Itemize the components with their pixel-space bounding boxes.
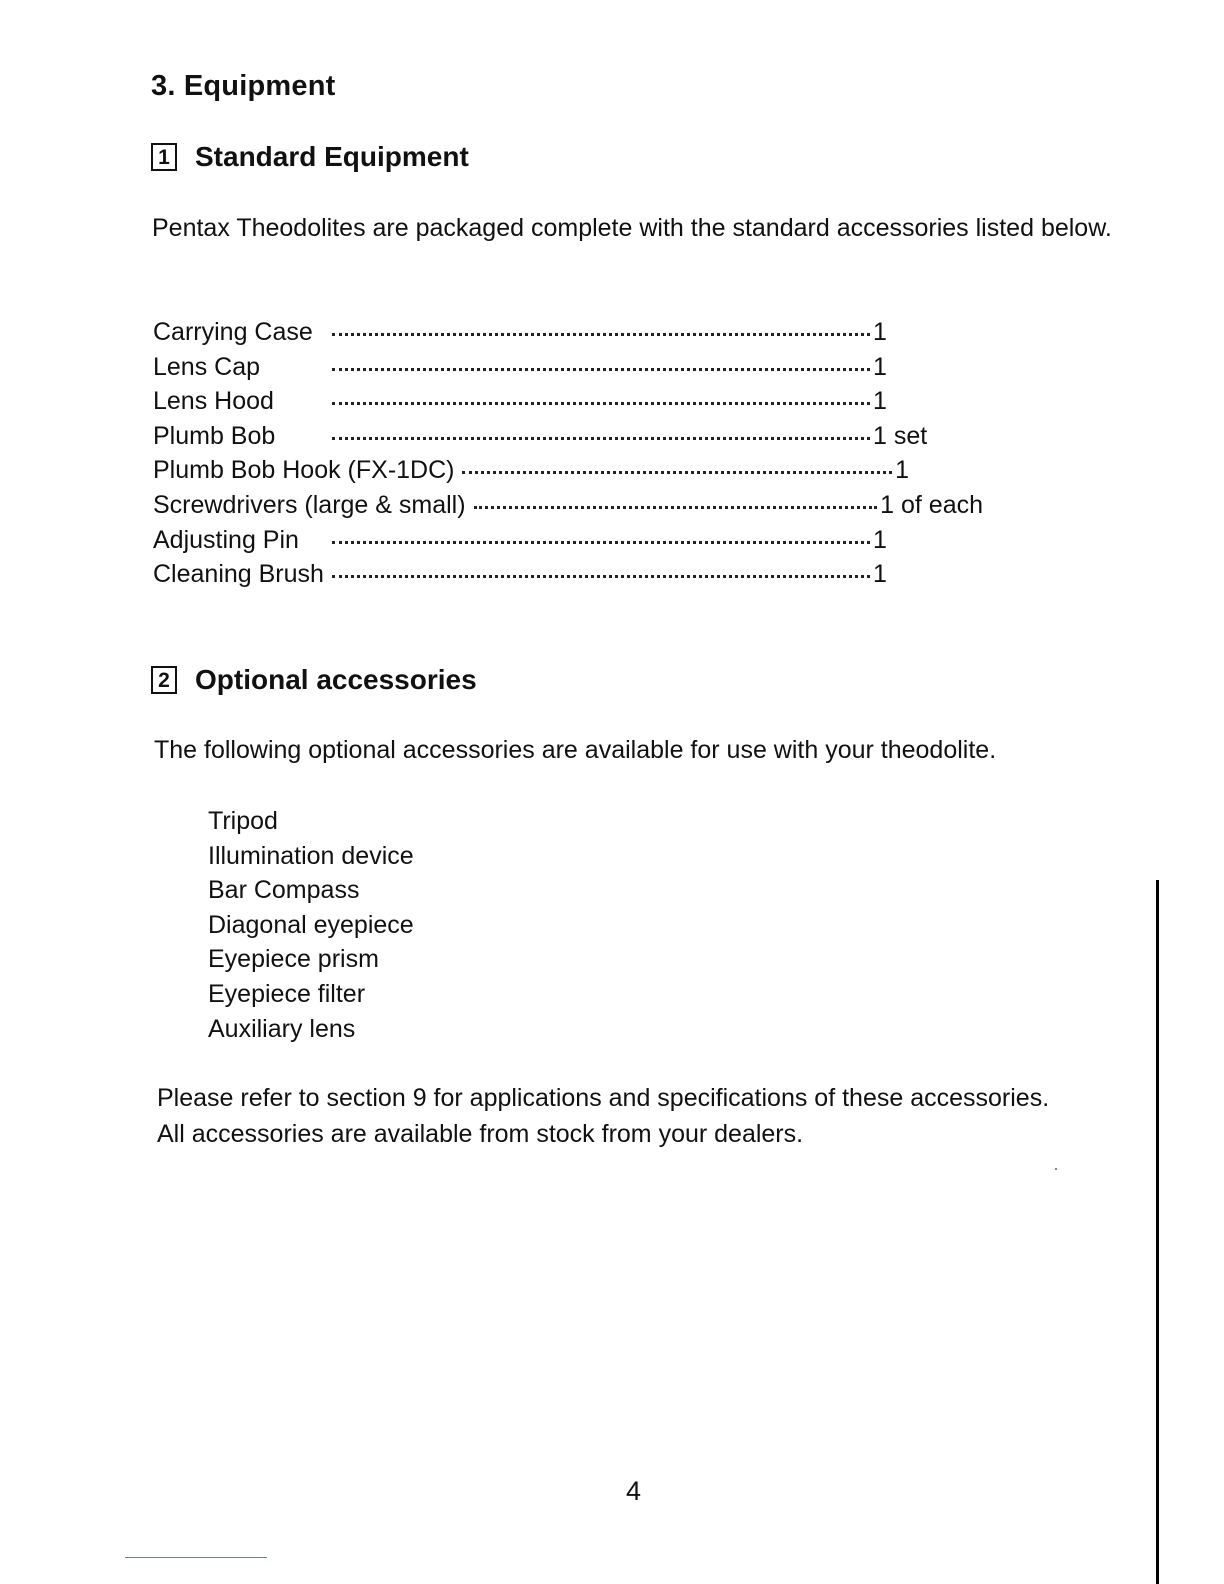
item-quantity: 1 xyxy=(873,525,887,554)
list-item: Eyepiece filter xyxy=(208,979,366,1008)
list-item xyxy=(153,526,983,561)
list-item: Bar Compass xyxy=(208,876,360,905)
list-item: Tripod xyxy=(208,807,278,835)
list-item: Eyepiece prism xyxy=(208,945,379,974)
list-item: Auxiliary lens xyxy=(208,1014,356,1043)
page-number: 4 xyxy=(626,1476,642,1506)
section-number-box: 1 xyxy=(151,143,177,171)
standard-equipment-list xyxy=(153,318,983,595)
closing-line: All accessories are available from stock from your dealers. xyxy=(157,1120,804,1148)
scan-edge-line xyxy=(1156,880,1159,1584)
item-name: Lens Cap xyxy=(153,352,261,381)
item-quantity: 1 xyxy=(873,352,887,381)
list-item xyxy=(153,387,983,422)
list-item xyxy=(153,422,983,457)
heading-text: Standard Equipment xyxy=(195,141,469,172)
list-item xyxy=(153,491,983,526)
item-name: Lens Hood xyxy=(153,387,274,416)
optional-accessories-heading xyxy=(151,664,477,696)
dot-leader xyxy=(474,506,878,509)
item-name: Screwdrivers (large & small) xyxy=(153,490,466,519)
closing-line: Please refer to section 9 for applications and specifications of these accessories. xyxy=(157,1084,1050,1112)
item-quantity: 1 set xyxy=(873,421,928,450)
section-number-box: 2 xyxy=(151,666,177,694)
dot-leader xyxy=(332,437,870,440)
item-name: Carrying Case xyxy=(153,318,313,346)
dot-leader xyxy=(332,575,870,578)
item-quantity: 1 xyxy=(873,318,887,346)
list-item xyxy=(153,456,983,491)
item-name: Plumb Bob Hook (FX-1DC) xyxy=(153,456,455,485)
item-quantity: 1 of each xyxy=(880,490,983,519)
standard-equipment-heading xyxy=(151,141,469,173)
standard-intro-paragraph: Pentax Theodolites are packaged complete with the standard accessories listed below. xyxy=(152,214,1112,242)
optional-accessories-list xyxy=(208,804,414,1046)
list-item xyxy=(153,560,983,595)
list-item xyxy=(153,318,983,353)
list-item: Diagonal eyepiece xyxy=(208,910,414,939)
closing-paragraph xyxy=(157,1080,1147,1152)
item-name: Adjusting Pin xyxy=(153,525,299,554)
item-name: Cleaning Brush xyxy=(153,560,324,589)
list-item: Illumination device xyxy=(208,841,414,870)
section-title: 3. Equipment xyxy=(151,70,336,102)
dot-leader xyxy=(332,333,870,336)
footer-rule xyxy=(125,1557,267,1558)
item-quantity: 1 xyxy=(873,560,887,589)
item-name: Plumb Bob xyxy=(153,421,276,450)
dot-leader xyxy=(332,368,870,371)
item-quantity: 1 xyxy=(895,456,910,485)
dot-leader xyxy=(462,471,892,474)
optional-intro-paragraph: The following optional accessories are available for use with your theodolite. xyxy=(154,736,997,764)
dot-leader xyxy=(332,402,870,405)
scan-speck xyxy=(1055,1168,1057,1170)
heading-text: Optional accessories xyxy=(195,664,477,695)
item-quantity: 1 xyxy=(873,387,887,416)
dot-leader xyxy=(332,541,870,544)
list-item xyxy=(153,353,983,388)
